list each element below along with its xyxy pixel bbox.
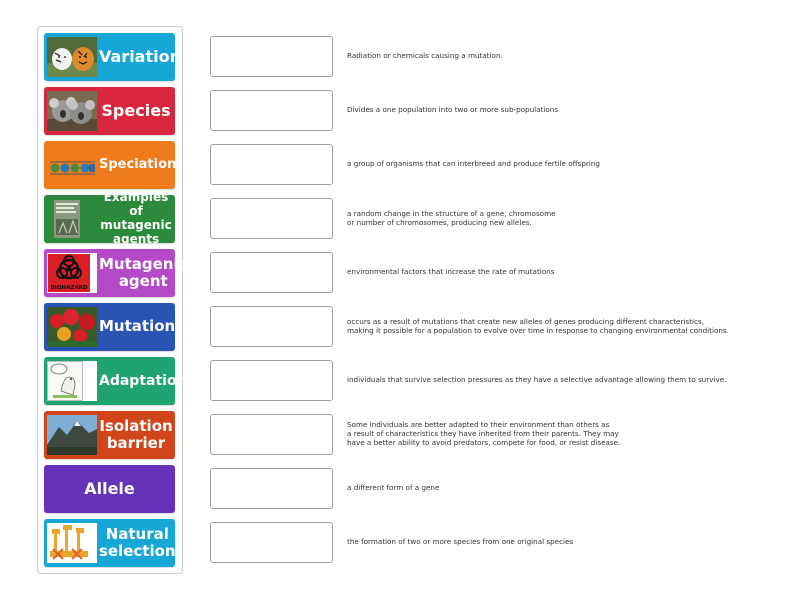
tile-panel <box>37 26 188 574</box>
tile-label: Mutagenic agent <box>99 254 188 290</box>
tile-allele[interactable] <box>44 465 175 513</box>
tile-mutagenic-agent[interactable] <box>44 249 188 297</box>
definition-text: a group of organisms that can interbreed and produce fertile offspring <box>347 159 600 168</box>
drop-zone[interactable] <box>210 360 333 401</box>
definition-text: individuals that survive selection pressures as they have a selective advantage allowing them to survive. <box>347 375 727 384</box>
definition-text: Divides a one population into two or more sub-populations <box>347 105 559 114</box>
tile-natural-selection[interactable] <box>44 519 175 567</box>
tile-label: Isolation barrier <box>99 416 173 452</box>
tile-species[interactable] <box>44 87 175 135</box>
biohazard-text: BIOHAZARD <box>50 285 88 291</box>
drop-zone[interactable] <box>210 198 333 239</box>
tile-label: Species <box>101 100 171 120</box>
tile-label: Examples of mutagenic agents <box>100 190 172 246</box>
tile-variation[interactable] <box>44 33 181 81</box>
definition-text: Radiation or chemicals causing a mutation. <box>347 51 503 60</box>
tile-label: Adaptation <box>99 372 187 389</box>
definition-text: a different form of a gene <box>347 483 440 492</box>
tile-examples-of-mutagenic-agents[interactable] <box>44 190 175 246</box>
tile-speciation[interactable] <box>44 141 175 189</box>
biohazard-sign-image <box>47 253 97 293</box>
tile-label: Variation <box>99 46 181 66</box>
tile-adaptation[interactable] <box>44 357 187 405</box>
definition-text: occurs as a result of mutations that create new alleles of genes producing different characteristics, making it possible for a population to evolve over time in response to changing environmental conditions. <box>347 317 729 335</box>
tile-label: Mutation <box>99 317 176 336</box>
definition-text: a random change in the structure of a gene, chromosome or number of chromosomes, producing new alleles. <box>347 209 556 227</box>
drop-zone[interactable] <box>210 36 333 77</box>
giraffes-image <box>47 523 97 563</box>
flowers-image <box>47 307 97 347</box>
drop-zone[interactable] <box>210 306 333 347</box>
drop-zone[interactable] <box>210 90 333 131</box>
tile-label: Speciation <box>99 156 177 172</box>
tile-isolation-barrier[interactable] <box>44 411 175 459</box>
tigers-image <box>47 37 97 77</box>
tile-mutation[interactable] <box>44 303 175 351</box>
mountains-image <box>47 415 97 455</box>
drop-zone[interactable] <box>210 468 333 509</box>
drop-zone[interactable] <box>210 414 333 455</box>
definition-text: the formation of two or more species from one original species <box>347 537 574 546</box>
book-cover-image <box>47 199 97 239</box>
tile-label: Natural selection <box>99 524 176 560</box>
koalas-image <box>47 91 97 131</box>
speciation-diagram-image <box>47 145 97 185</box>
tile-label: Allele <box>84 478 135 498</box>
definition-text: environmental factors that increase the rate of mutations <box>347 267 555 276</box>
definition-text: Some individuals are better adapted to their environment than others as a result of characteristics they have inherited from their parents. They may have a better ability to avoid predators, compete for food, or resist disease. <box>347 420 621 447</box>
drop-zone[interactable] <box>210 522 333 563</box>
drop-zone[interactable] <box>210 144 333 185</box>
drop-zone[interactable] <box>210 252 333 293</box>
cartoon-image <box>47 361 97 401</box>
